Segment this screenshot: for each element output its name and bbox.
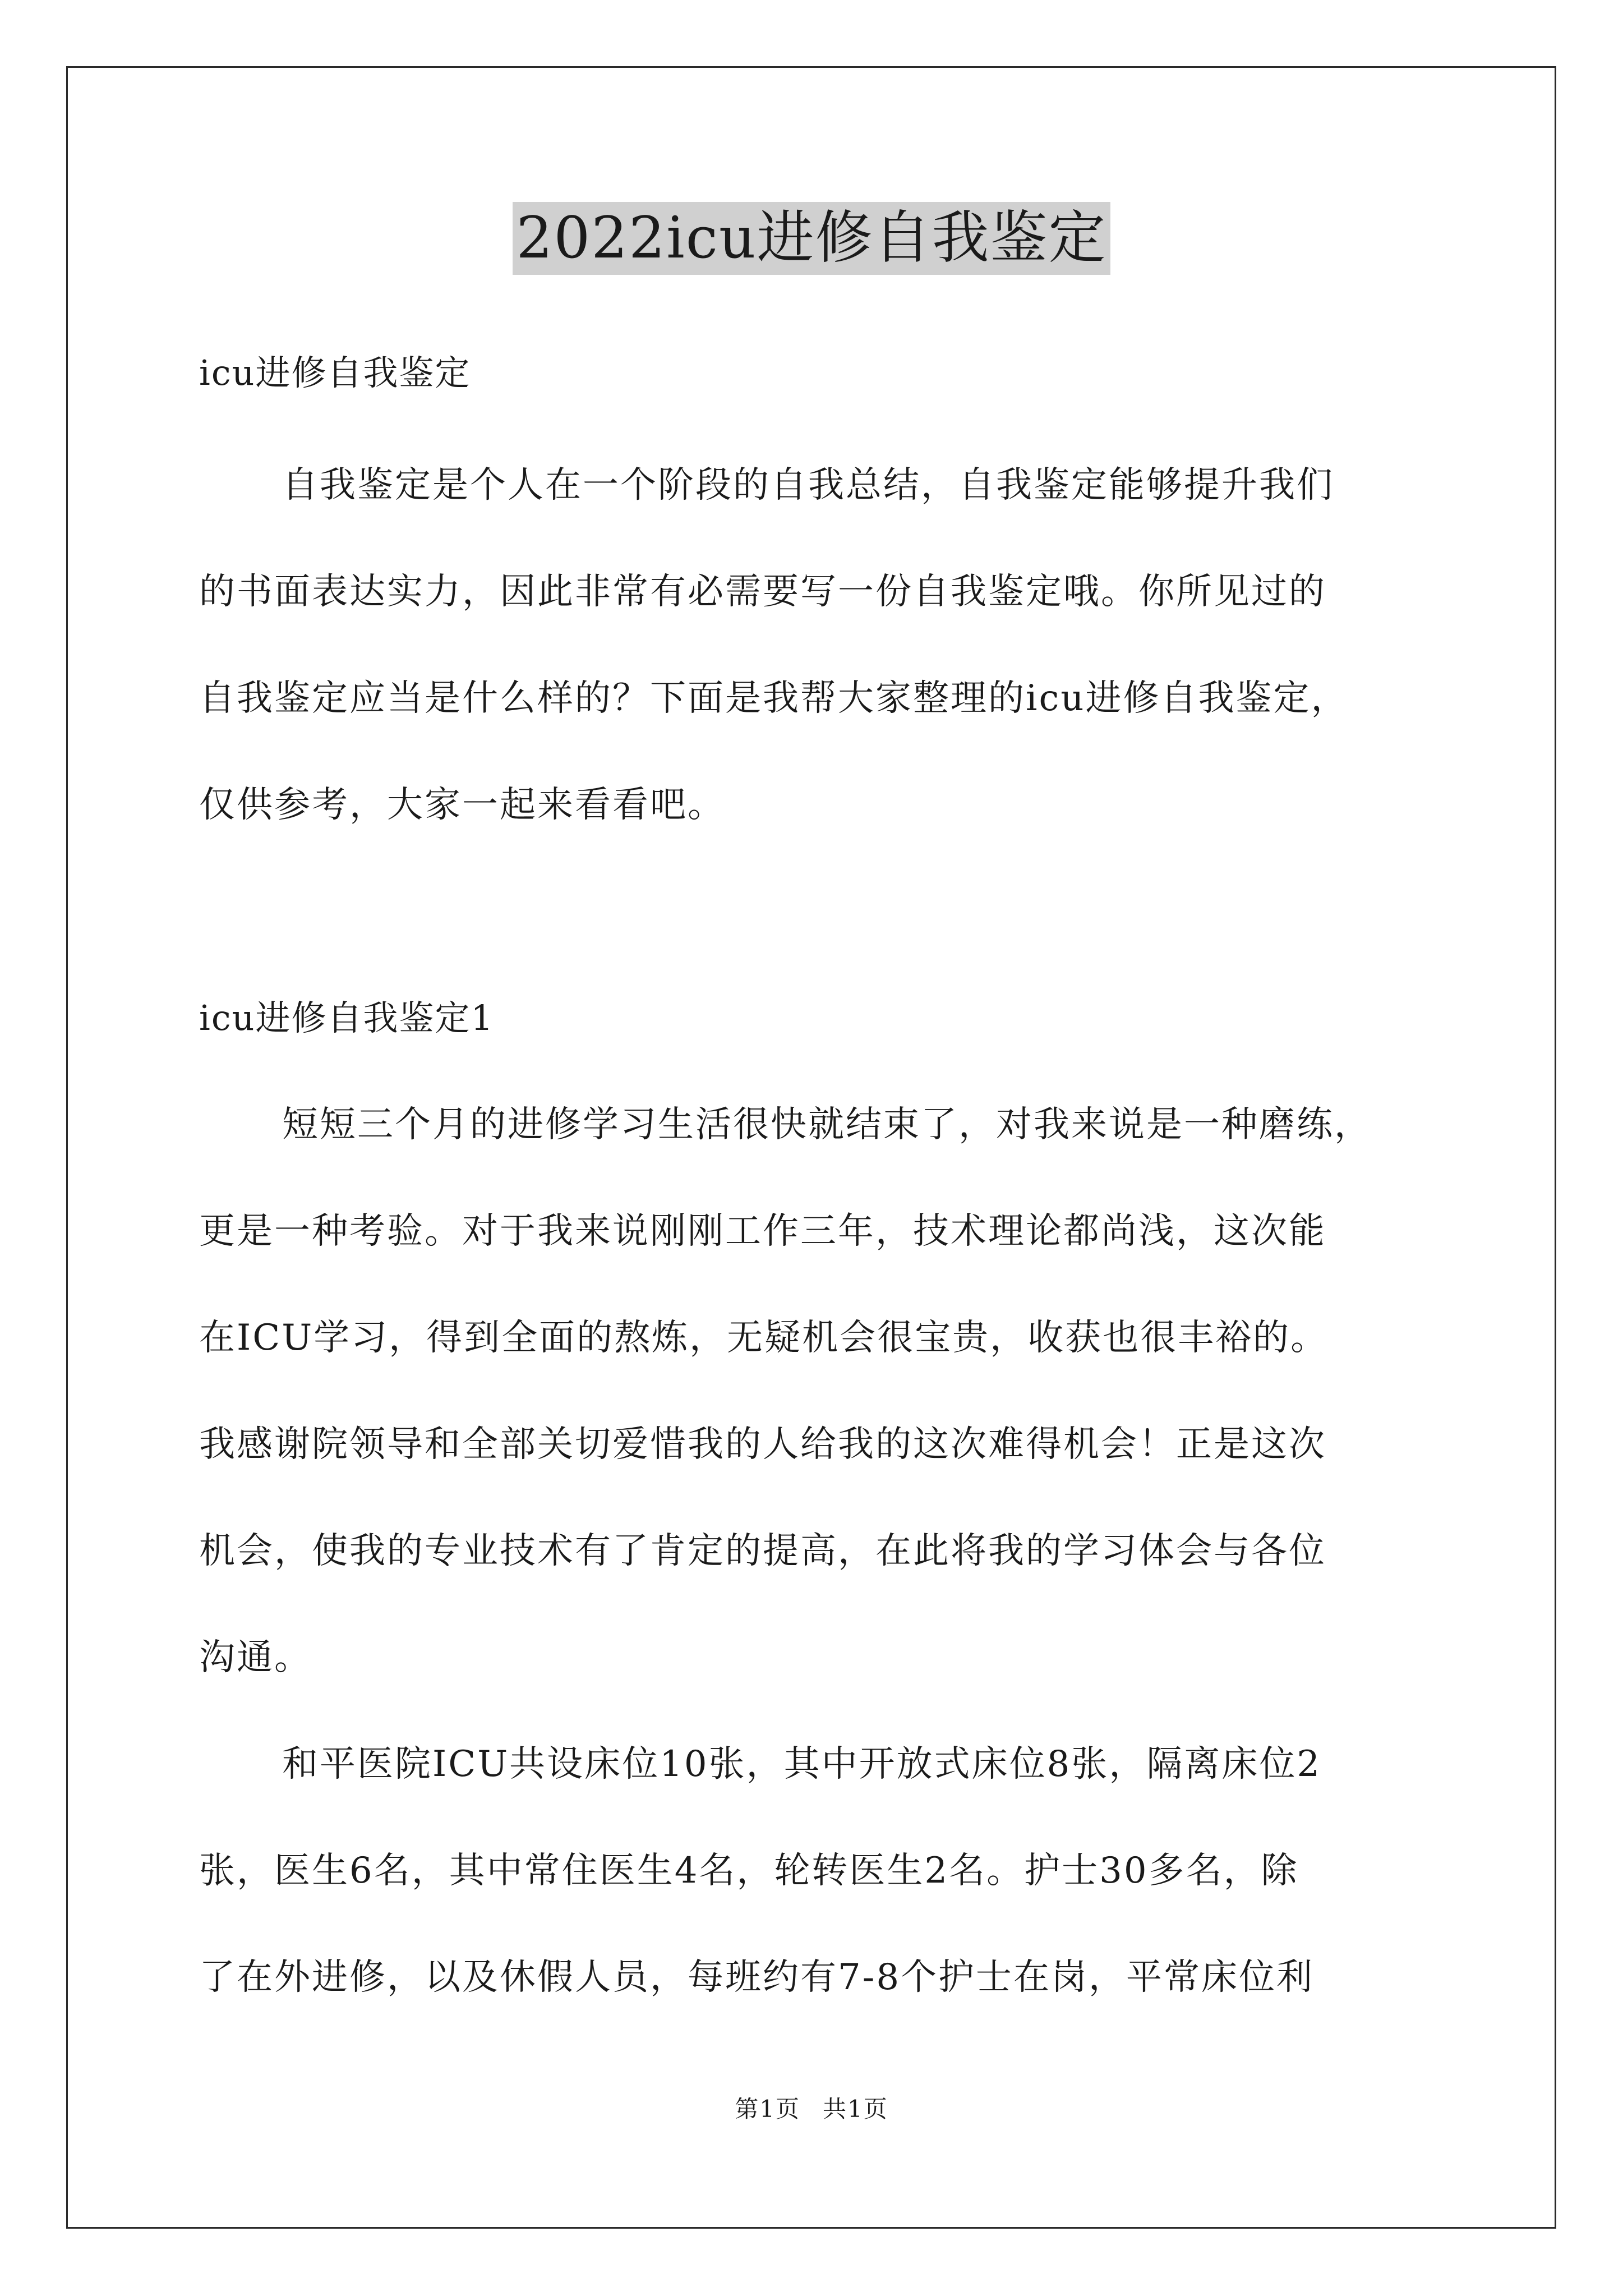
- paragraph1-line-3: 在ICU学习，得到全面的熬炼，无疑机会很宝贵，收获也很丰裕的。: [199, 1317, 1329, 1359]
- page-footer: [0, 2092, 1623, 2126]
- intro-line-2: 的书面表达实力，因此非常有必需要写一份自我鉴定哦。你所见过的: [199, 571, 1326, 613]
- page-total: 共1页: [823, 2095, 888, 2123]
- intro-line-1: 自我鉴定是个人在一个阶段的自我总结，自我鉴定能够提升我们: [282, 464, 1334, 506]
- paragraph1-line-4: 我感谢院领导和全部关切爱惜我的人给我的这次难得机会！正是这次: [199, 1424, 1326, 1465]
- subtitle: icu进修自我鉴定: [199, 352, 471, 393]
- intro-line-3: 自我鉴定应当是什么样的？下面是我帮大家整理的icu进修自我鉴定，: [199, 678, 1349, 719]
- paragraph1-line-2: 更是一种考验。对于我来说刚刚工作三年，技术理论都尚浅，这次能: [199, 1211, 1326, 1252]
- intro-line-4: 仅供参考，大家一起来看看吧。: [199, 784, 725, 826]
- page-number: 第1页: [735, 2095, 800, 2123]
- document-title: 2022icu进修自我鉴定: [513, 202, 1110, 275]
- title-container: [0, 202, 1623, 275]
- paragraph2-line-2: 张，医生6名，其中常住医生4名，轮转医生2名。护士30多名，除: [199, 1850, 1299, 1892]
- section-heading: icu进修自我鉴定1: [199, 997, 494, 1038]
- paragraph1-line-5: 机会，使我的专业技术有了肯定的提高，在此将我的学习体会与各位: [199, 1530, 1326, 1572]
- paragraph2-line-3: 了在外进修，以及休假人员，每班约有7-8个护士在岗，平常床位利: [199, 1957, 1315, 1998]
- paragraph1-line-1: 短短三个月的进修学习生活很快就结束了，对我来说是一种磨练，: [282, 1104, 1372, 1145]
- paragraph1-line-6: 沟通。: [199, 1637, 312, 1678]
- paragraph2-line-1: 和平医院ICU共设床位10张，其中开放式床位8张，隔离床位2: [282, 1743, 1322, 1785]
